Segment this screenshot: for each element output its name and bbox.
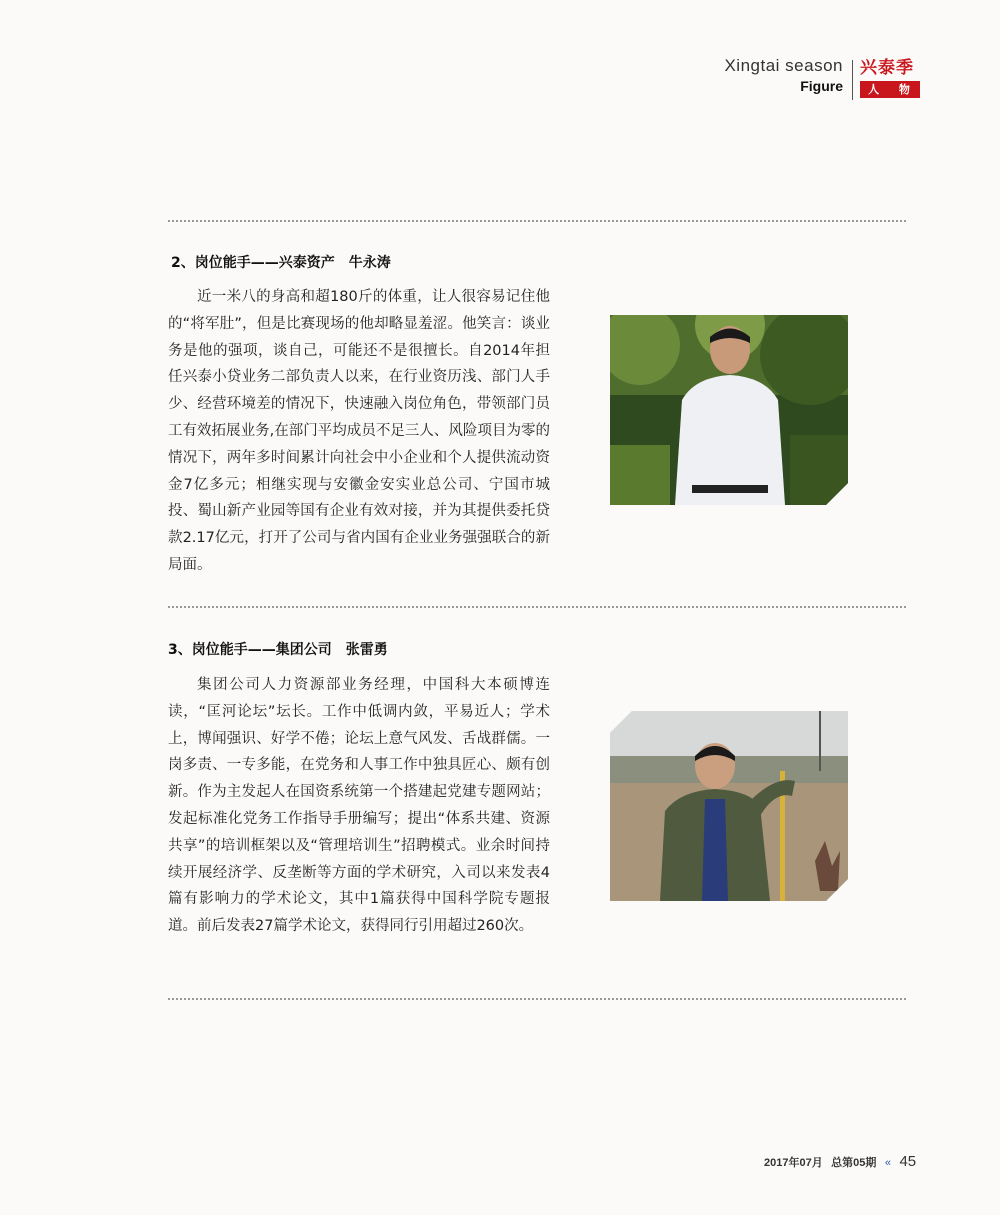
page-footer — [764, 1153, 916, 1171]
double-chevron-left-icon: « — [884, 1157, 891, 1169]
portrait-photo-1 — [610, 315, 848, 505]
portrait-photo-1-image — [610, 315, 848, 505]
brand-logo — [860, 58, 920, 98]
section-name-en-text: Figure — [800, 78, 843, 94]
brand-name-cn: 兴泰季 — [860, 58, 914, 78]
issue-date: 2017年07月 — [764, 1157, 823, 1169]
portrait-photo-2-image — [610, 711, 848, 901]
page-number: 45 — [899, 1153, 917, 1170]
magazine-name-en: Xingtai season — [724, 56, 843, 75]
dotted-divider — [168, 998, 906, 1000]
header-divider — [852, 60, 853, 100]
section-title-2: 2、岗位能手——兴泰资产 牛永涛 — [171, 255, 391, 271]
section-name-en — [724, 78, 843, 94]
portrait-photo-2 — [610, 711, 848, 901]
issue-number: 总第05期 — [831, 1157, 877, 1169]
dotted-divider — [168, 220, 906, 222]
section-body-2: 近一米八的身高和超180斤的体重，让人很容易记住他的“将军肚”，但是比赛现场的他却略显羞涩。他笑言：谈业务是他的强项，谈自己，可能还不是很擅长。自2014年担任兴泰小贷业务二部负责人以来，在行业资历浅、部门人手少、经营环境差的情况下，快速融入岗位角色，带领部门员工有效拓展业务,在部门平均成员不足三人、风险项目为零的情况下，两年多时间累计向社会中小企业和个人提供流动资金7亿多元；相继实现与安徽金安实业总公司、宁国市城投、蜀山新产业园等国有企业有效对接，并为其提供委托贷款2.17亿元，打开了公司与省内国有企业业务强强联合的新局面。 — [168, 289, 550, 573]
dotted-divider — [168, 606, 906, 608]
section-tag-cn: 人 物 — [860, 81, 920, 98]
section-body-3: 集团公司人力资源部业务经理，中国科大本硕博连读，“匡河论坛”坛长。工作中低调内敛，平易近人；学术上，博闻强识、好学不倦；论坛上意气风发、舌战群儒。一岗多责、一专多能，在党务和人事工作中独具匠心、颇有创新。作为主发起人在国资系统第一个搭建起党建专题网站；发起标准化党务工作指导手册编写；提出“体系共建、资源共享”的培训框架以及“管理培训生”招聘模式。业余时间持续开展经济学、反垄断等方面的学术研究，入司以来发表4篇有影响力的学术论文，其中1篇获得中国科学院专题报道。前后发表27篇学术论文，获得同行引用超过260次。 — [168, 677, 550, 935]
section-title-3: 3、岗位能手——集团公司 张雷勇 — [168, 642, 388, 658]
magazine-header — [724, 56, 843, 94]
